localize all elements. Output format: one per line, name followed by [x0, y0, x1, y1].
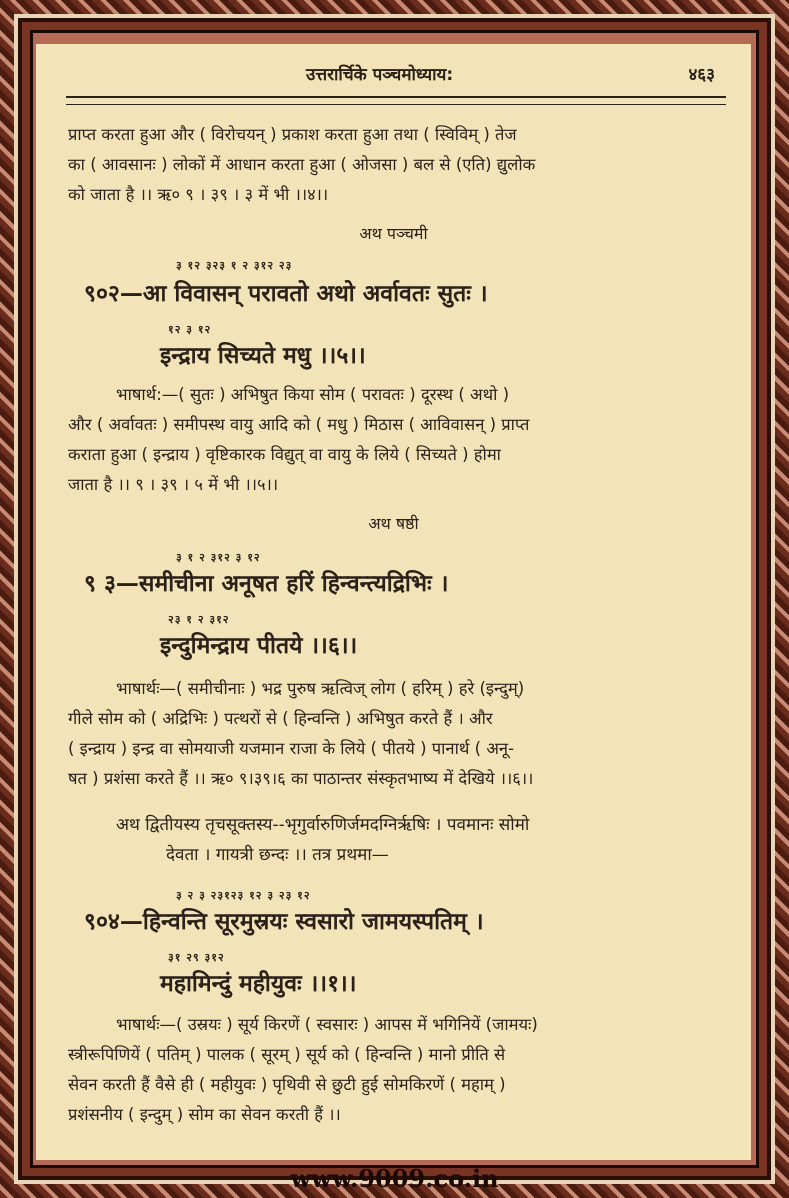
bhashya-line: और ( अर्वावतः ) समीपस्थ वायु आदि को ( मधु ) मिठास ( आविवासन् ) प्राप्त	[68, 415, 530, 434]
section-heading: अथ षष्ठी	[368, 514, 419, 533]
scripture-page	[36, 44, 751, 1160]
bhashya-line: सेवन करती हैं वैसे ही ( महीयुवः ) पृथिवी से छुटी हुई सोमकिरणें ( महाम् )	[68, 1075, 506, 1094]
verse-line: ९०४—हिन्वन्ति सूरमुस्रयः स्वसारो जामयस्पतिम् ।	[84, 909, 484, 935]
footer-url[interactable]: www.9009.co.in	[290, 1164, 499, 1193]
accent-marks: ३१ २९ ३१२	[168, 951, 225, 964]
sukta-intro-line: अथ द्वितीयस्य तृचसूक्तस्य--भृगुर्वारुणिर्जमदग्निर्ऋषिः । पवमानः सोमो	[116, 815, 530, 835]
chapter-title: उत्तरार्चिके पञ्चमोध्याय:	[306, 65, 454, 85]
verse-line: ९०२—आ विवासन् परावतो अथो अर्वावतः सुतः ।	[84, 281, 488, 307]
verse-line: महामिन्दुं महीयुवः ।।१।।	[160, 971, 357, 997]
bhashya-line: जाता है ।। ९ । ३९ । ५ में भी ।।५।।	[68, 475, 279, 494]
bhashya-line: भाषार्थ:—( सुतः ) अभिषुत किया सोम ( परावतः ) दूरस्थ ( अथो )	[116, 385, 510, 404]
accent-marks: १२ ३ १२	[168, 323, 212, 336]
accent-marks: २३ १ २ ३१२	[168, 613, 230, 626]
bhashya-line: षत ) प्रशंसा करते हैं ।। ऋ० ९।३९।६ का पाठान्तर संस्कृतभाष्य में देखिये ।।६।।	[68, 769, 534, 788]
bhashya-line: भाषार्थः—( उस्रयः ) सूर्य किरणें ( स्वसारः ) आपस में भगिनियें (जामयः)	[116, 1015, 538, 1034]
bhashya-line: ( इन्द्राय ) इन्द्र वा सोमयाजी यजमान राजा के लिये ( पीतये ) पानार्थ ( अनू-	[68, 739, 515, 758]
verse-line: इन्दुमिन्द्राय पीतये ।।६।।	[160, 633, 358, 659]
text-line: को जाता है ।। ऋ० ९ । ३९ । ३ में भी ।।४।।	[68, 185, 329, 204]
text-line: का ( आवसानः ) लोकों में आधान करता हुआ ( ओजसा ) बल से (एति) द्युलोक	[68, 155, 536, 174]
bhashya-line: स्त्रीरूपिणियें ( पतिम् ) पालक ( सूरम् ) सूर्य को ( हिन्वन्ति ) मानो प्रीति से	[68, 1045, 506, 1064]
accent-marks: ३ २ ३ २३१२३ १२ ३ २३ १२	[176, 889, 311, 902]
page-number: ४६३	[688, 65, 715, 85]
verse-line: इन्द्राय सिच्यते मधु ।।५।।	[160, 343, 366, 369]
accent-marks: ३ १२ ३२३ १ २ ३१२ २३	[176, 259, 293, 272]
sukta-intro-line: देवता । गायत्री छन्दः ।। तत्र प्रथमा—	[166, 845, 389, 865]
verse-line: ९ ३—समीचीना अनूषत हरिं हिन्वन्त्यद्रिभिः ।	[84, 571, 449, 597]
bhashya-line: प्रशंसनीय ( इन्दुम् ) सोम का सेवन करती हैं ।।	[68, 1105, 341, 1124]
bhashya-line: भाषार्थः—( समीचीनाः ) भद्र पुरुष ऋत्विज् लोग ( हरिम् ) हरे (इन्दुम्)	[116, 679, 525, 698]
section-heading: अथ पञ्चमी	[359, 224, 428, 243]
page-header	[36, 62, 751, 86]
accent-marks: ३ १ २ ३१२ ३ १२	[176, 551, 261, 564]
bhashya-line: कराता हुआ ( इन्द्राय ) वृष्टिकारक विद्युत् वा वायु के लिये ( सिच्यते ) होमा	[68, 445, 501, 464]
bhashya-line: गीले सोम को ( अद्रिभिः ) पत्थरों से ( हिन्वन्ति ) अभिषुत करते हैं । और	[68, 709, 493, 728]
header-rule	[66, 96, 726, 105]
text-line: प्राप्त करता हुआ और ( विरोचयन् ) प्रकाश करता हुआ तथा ( स्विविम् ) तेज	[68, 125, 517, 144]
